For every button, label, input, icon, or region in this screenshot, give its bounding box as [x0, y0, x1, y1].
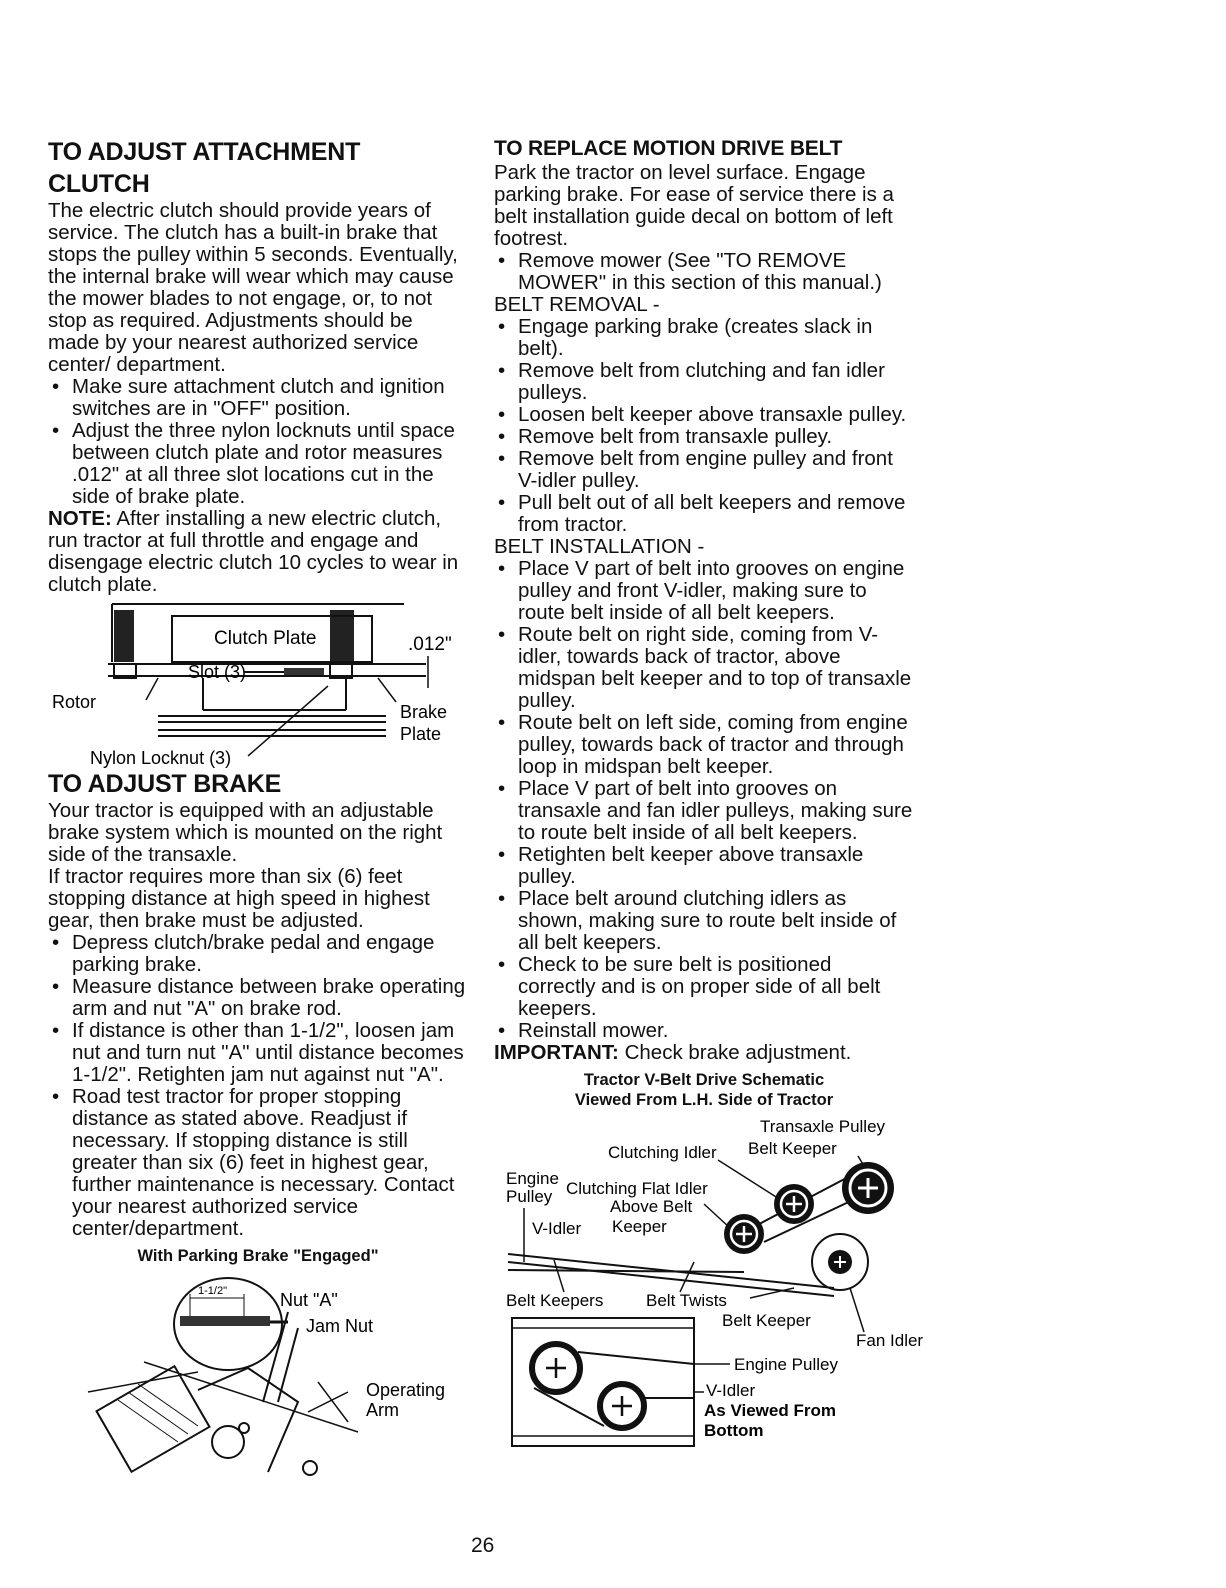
operating-label: Operating	[366, 1380, 446, 1400]
list-item: • Measure distance between brake operating arm and nut "A" on brake rod.	[48, 976, 468, 1020]
keeper-label: Keeper	[612, 1217, 667, 1236]
pulley-label: Pulley	[506, 1187, 553, 1206]
list-item: • Road test tractor for proper stopping distance as stated above. Readjust if necessary. If stopping distance is still greater than six (6) feet in highest gear, further maintenance is necessary. Contact your nearest authorized service center/department.	[48, 1086, 468, 1240]
list-item: • Remove belt from engine pulley and front V-idler pulley.	[494, 448, 914, 492]
jam-nut-label: Jam Nut	[306, 1316, 374, 1336]
brake-section-title: TO ADJUST BRAKE	[48, 770, 282, 798]
rotor-label: Rotor	[52, 692, 97, 712]
list-item: • Check to be sure belt is positioned correctly and is on proper side of all belt keepers.	[494, 954, 914, 1020]
brake-paragraph-2: If tractor requires more than six (6) feet stopping distance at high speed in highest gear, then brake must be adjusted.	[48, 865, 430, 932]
nut-a-label: Nut "A"	[280, 1290, 338, 1310]
locknut-label: Nylon Locknut (3)	[90, 748, 232, 768]
list-item: • Remove mower (See "TO REMOVE MOWER" in this section of this manual.)	[494, 250, 914, 294]
brake-label: Brake	[400, 702, 448, 722]
list-item: • Loosen belt keeper above transaxle pulley.	[494, 404, 914, 426]
as-viewed-label-2: Bottom	[704, 1421, 764, 1440]
dimension-label: 1-1/2"	[198, 1285, 227, 1297]
removal-bullets	[494, 316, 914, 536]
clutch-section-title: TO ADJUST ATTACHMENT CLUTCH	[48, 138, 361, 198]
list-item: • Remove belt from clutching and fan idler pulleys.	[494, 360, 914, 404]
as-viewed-label-1: As Viewed From	[704, 1401, 836, 1420]
list-item: • Remove belt from transaxle pulley.	[494, 426, 914, 448]
brake-paragraph-1: Your tractor is equipped with an adjustable brake system which is mounted on the right side of the transaxle.	[48, 799, 443, 866]
above-belt-label: Above Belt	[610, 1197, 693, 1216]
clutch-diagram	[48, 598, 468, 768]
schematic-caption-2: Viewed From L.H. Side of Tractor	[574, 1091, 834, 1109]
list-item: • If distance is other than 1-1/2", loosen jam nut and turn nut "A" until distance becomes 1-1/2". Retighten jam nut against nut "A".	[48, 1020, 468, 1086]
clutch-paragraph: The electric clutch should provide years of service. The clutch has a built-in brake that stops the pulley within 5 seconds. Eventually, the internal brake will wear which may cause the mower blades to not engage, or, to not stop as required. Adjustments should be made by your nearest authorized service center/ department.	[48, 199, 458, 376]
clutch-plate-label: Clutch Plate	[214, 628, 317, 649]
belt-twists-label: Belt Twists	[646, 1291, 727, 1310]
list-item: • Place V part of belt into grooves on engine pulley and front V-idler, making sure to route belt inside of all belt keepers.	[494, 558, 914, 624]
list-item: • Route belt on left side, coming from engine pulley, towards back of tractor and through loop in midspan belt keeper.	[494, 712, 914, 778]
removal-heading: BELT REMOVAL -	[494, 293, 660, 316]
slot-label: Slot (3)	[188, 662, 247, 682]
gap-label: .012"	[408, 634, 452, 655]
belt-keeper-top-label: Belt Keeper	[748, 1139, 837, 1158]
brake-caption: With Parking Brake "Engaged"	[137, 1247, 379, 1265]
belt-schematic	[494, 1112, 924, 1452]
belt-section-title: TO REPLACE MOTION DRIVE BELT	[494, 137, 843, 160]
note-label: NOTE:	[48, 507, 112, 530]
v-idler-label: V-Idler	[532, 1219, 582, 1238]
clutch-note	[48, 508, 468, 596]
install-heading: BELT INSTALLATION -	[494, 535, 705, 558]
list-item: • Depress clutch/brake pedal and engage parking brake.	[48, 932, 468, 976]
important-text: Check brake adjustment.	[624, 1041, 852, 1064]
left-column	[48, 136, 468, 1482]
list-item: • Reinstall mower.	[494, 1020, 914, 1042]
list-item: • Make sure attachment clutch and ignition switches are in "OFF" position.	[48, 376, 468, 420]
belt-keeper-bottom-label: Belt Keeper	[722, 1311, 811, 1330]
schematic-caption-1: Tractor V-Belt Drive Schematic	[583, 1071, 825, 1089]
list-item: • Adjust the three nylon locknuts until space between clutch plate and rotor measures .012" at all three slot locations cut in the side of brake plate.	[48, 420, 468, 508]
clutch-bullets	[48, 376, 468, 508]
list-item: • Route belt on right side, coming from V-idler, towards back of tractor, above midspan belt keeper and to top of transaxle pulley.	[494, 624, 914, 712]
plate-label: Plate	[400, 724, 442, 744]
engine-label: Engine	[506, 1169, 559, 1188]
list-item: • Place belt around clutching idlers as shown, making sure to route belt inside of all belt keepers.	[494, 888, 914, 954]
belt-keepers-label: Belt Keepers	[506, 1291, 604, 1310]
engine-pulley-label: Engine Pulley	[734, 1355, 838, 1374]
list-item: • Place V part of belt into grooves on transaxle and fan idler pulleys, making sure to route belt inside of all belt keepers.	[494, 778, 914, 844]
brake-bullets	[48, 932, 468, 1240]
note-text: After installing a new electric clutch, run tractor at full throttle and engage and disengage electric clutch 10 cycles to wear in clutch plate.	[48, 507, 459, 596]
arm-label: Arm	[366, 1400, 399, 1420]
fan-idler-label: Fan Idler	[856, 1331, 924, 1350]
page-number: 26	[471, 1534, 495, 1557]
v-idler-bottom-label: V-Idler	[706, 1381, 756, 1400]
clutching-flat-idler-label: Clutching Flat Idler	[566, 1179, 708, 1198]
transaxle-pulley-label: Transaxle Pulley	[760, 1117, 886, 1136]
brake-diagram	[48, 1272, 468, 1482]
important-label: IMPORTANT:	[494, 1041, 619, 1064]
pre-bullets	[494, 250, 914, 294]
belt-intro: Park the tractor on level surface. Engage parking brake. For ease of service there is a belt installation guide decal on bottom of left footrest.	[494, 161, 894, 250]
list-item: • Engage parking brake (creates slack in belt).	[494, 316, 914, 360]
important-note	[494, 1042, 914, 1064]
list-item: • Retighten belt keeper above transaxle pulley.	[494, 844, 914, 888]
list-item: • Pull belt out of all belt keepers and remove from tractor.	[494, 492, 914, 536]
clutching-idler-label: Clutching Idler	[608, 1143, 717, 1162]
right-column	[494, 136, 924, 1452]
install-bullets	[494, 558, 914, 1042]
